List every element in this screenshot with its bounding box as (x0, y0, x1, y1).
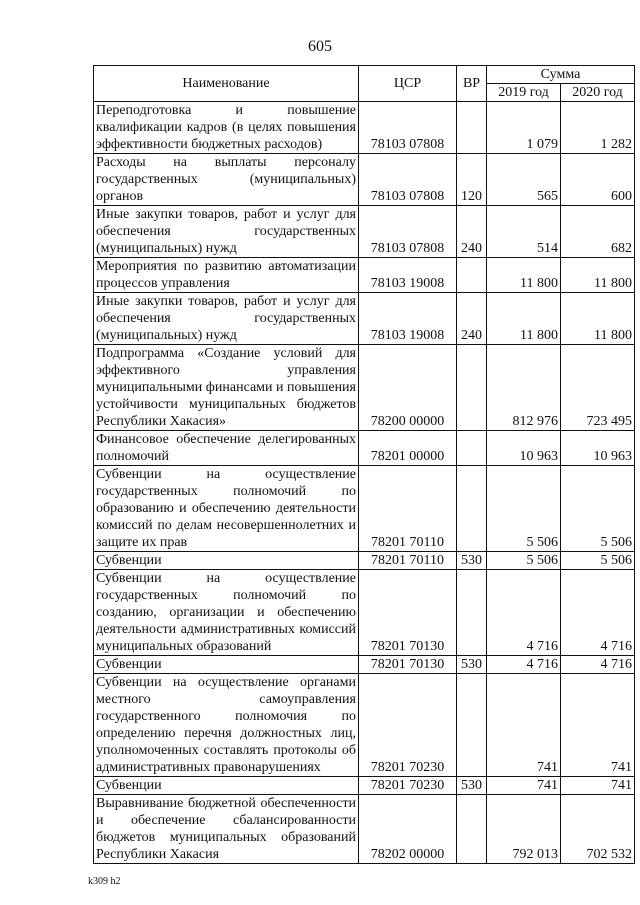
row-csr: 78201 70130 (359, 656, 457, 674)
row-csr: 78103 19008 (359, 258, 457, 293)
row-name: Финансовое обеспечение делегированных полномочий (94, 431, 359, 466)
row-value-2019: 4 716 (487, 570, 561, 656)
row-value-2019: 514 (487, 206, 561, 258)
row-name: Субвенции (94, 552, 359, 570)
table-row (94, 570, 635, 656)
row-value-2019: 741 (487, 674, 561, 777)
row-value-2020: 741 (561, 674, 635, 777)
row-name: Выравнивание бюджетной обеспеченности и обеспечение сбалансированности бюджетов муниципальных образований Республики Хакасия (94, 795, 359, 864)
row-vr (457, 258, 487, 293)
row-name: Субвенции на осуществление государственных полномочий по созданию, организации и обеспечению деятельности административных комиссий муниципальных образований (94, 570, 359, 656)
row-value-2020: 1 282 (561, 102, 635, 154)
row-name: Мероприятия по развитию автоматизации процессов управления (94, 258, 359, 293)
row-vr: 240 (457, 293, 487, 345)
row-value-2019: 792 013 (487, 795, 561, 864)
row-vr (457, 431, 487, 466)
row-value-2019: 4 716 (487, 656, 561, 674)
table-header-row (94, 66, 635, 84)
table-row (94, 795, 635, 864)
row-csr: 78201 70230 (359, 777, 457, 795)
row-name: Иные закупки товаров, работ и услуг для обеспечения государственных (муниципальных) нужд (94, 293, 359, 345)
row-vr: 120 (457, 154, 487, 206)
row-vr (457, 345, 487, 431)
header-year-2019: 2019 год (487, 84, 561, 102)
row-value-2020: 723 495 (561, 345, 635, 431)
row-csr: 78103 07808 (359, 206, 457, 258)
header-year-2020: 2020 год (561, 84, 635, 102)
table-row (94, 552, 635, 570)
row-vr (457, 795, 487, 864)
table-row (94, 656, 635, 674)
table-row (94, 345, 635, 431)
row-name: Субвенции на осуществление органами местного самоуправления государственного полномочия по определению перечня должностных лиц, уполномоченных составлять протоколы об административных правонарушениях (94, 674, 359, 777)
table-row (94, 258, 635, 293)
table-row (94, 206, 635, 258)
row-csr: 78201 70110 (359, 552, 457, 570)
header-name: Наименование (94, 66, 359, 102)
table-row (94, 102, 635, 154)
row-value-2019: 1 079 (487, 102, 561, 154)
header-csr: ЦСР (359, 66, 457, 102)
row-value-2020: 11 800 (561, 258, 635, 293)
row-value-2019: 5 506 (487, 466, 561, 552)
row-vr: 530 (457, 552, 487, 570)
row-name: Подпрограмма «Создание условий для эффективного управления муниципальными финансами и повышения устойчивости муниципальных бюджетов Республики Хакасия» (94, 345, 359, 431)
row-value-2020: 4 716 (561, 656, 635, 674)
budget-table (93, 65, 635, 864)
row-value-2020: 10 963 (561, 431, 635, 466)
row-csr: 78201 00000 (359, 431, 457, 466)
row-csr: 78200 00000 (359, 345, 457, 431)
row-vr (457, 674, 487, 777)
row-value-2020: 682 (561, 206, 635, 258)
row-name: Переподготовка и повышение квалификации кадров (в целях повышения эффективности бюджетных расходов) (94, 102, 359, 154)
row-csr: 78201 70130 (359, 570, 457, 656)
row-name: Субвенции (94, 656, 359, 674)
row-value-2020: 600 (561, 154, 635, 206)
row-value-2020: 702 532 (561, 795, 635, 864)
row-name: Субвенции (94, 777, 359, 795)
row-value-2020: 5 506 (561, 552, 635, 570)
table-row (94, 293, 635, 345)
header-sum: Сумма (487, 66, 635, 84)
row-name: Субвенции на осуществление государственных полномочий по образованию и обеспечению деятельности комиссий по делам несовершеннолетних и защите их прав (94, 466, 359, 552)
table-row (94, 777, 635, 795)
row-vr: 530 (457, 777, 487, 795)
row-value-2019: 11 800 (487, 258, 561, 293)
row-vr: 530 (457, 656, 487, 674)
row-csr: 78103 07808 (359, 154, 457, 206)
table-row (94, 431, 635, 466)
row-vr (457, 102, 487, 154)
row-value-2019: 565 (487, 154, 561, 206)
row-csr: 78103 19008 (359, 293, 457, 345)
row-csr: 78201 70110 (359, 466, 457, 552)
row-name: Расходы на выплаты персоналу государственных (муниципальных) органов (94, 154, 359, 206)
row-value-2019: 11 800 (487, 293, 561, 345)
page-number: 605 (308, 38, 332, 55)
header-vr: ВР (457, 66, 487, 102)
row-value-2019: 5 506 (487, 552, 561, 570)
row-csr: 78201 70230 (359, 674, 457, 777)
row-value-2019: 10 963 (487, 431, 561, 466)
row-csr: 78202 00000 (359, 795, 457, 864)
row-value-2020: 4 716 (561, 570, 635, 656)
row-name: Иные закупки товаров, работ и услуг для обеспечения государственных (муниципальных) нужд (94, 206, 359, 258)
row-csr: 78103 07808 (359, 102, 457, 154)
row-value-2020: 11 800 (561, 293, 635, 345)
row-value-2020: 741 (561, 777, 635, 795)
footer-code: k309 h2 (88, 876, 121, 887)
table-row (94, 154, 635, 206)
row-value-2019: 741 (487, 777, 561, 795)
table-row (94, 466, 635, 552)
table-row (94, 674, 635, 777)
row-vr (457, 570, 487, 656)
row-vr: 240 (457, 206, 487, 258)
row-vr (457, 466, 487, 552)
row-value-2019: 812 976 (487, 345, 561, 431)
row-value-2020: 5 506 (561, 466, 635, 552)
